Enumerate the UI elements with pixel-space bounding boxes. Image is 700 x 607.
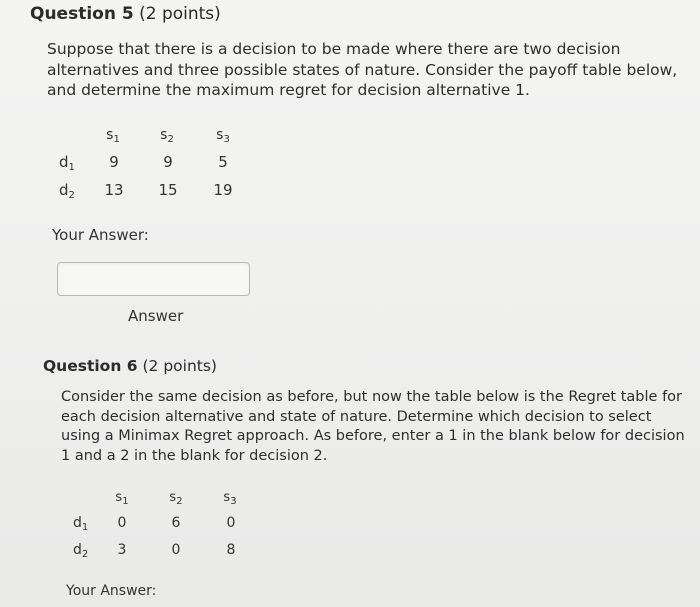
q6-col-header-s1: $s_1$ bbox=[115, 490, 129, 507]
q6-cell-d2-s1: 3 bbox=[117, 542, 127, 558]
question-6-header bbox=[43, 357, 217, 375]
q5-cell-d2-s2: 15 bbox=[158, 181, 178, 199]
q5-row-label-d2: $d_2$ bbox=[59, 181, 75, 201]
q5-col-header-s1: $s_1$ bbox=[106, 127, 120, 145]
q5-cell-d1-s2: 9 bbox=[163, 153, 173, 171]
q5-col-header-s2: $s_2$ bbox=[160, 127, 174, 145]
question-5-points: (2 points) bbox=[139, 4, 221, 24]
q6-row-label-d2: $d_2$ bbox=[73, 542, 89, 560]
q5-answer-input[interactable] bbox=[57, 262, 250, 296]
q6-cell-d2-s2: 0 bbox=[171, 542, 181, 558]
q5-row-label-d1: $d_1$ bbox=[59, 153, 75, 173]
q5-answer-caption: Answer bbox=[128, 307, 184, 325]
q6-cell-d1-s3: 0 bbox=[226, 515, 236, 531]
q6-col-header-s2: $s_2$ bbox=[169, 490, 183, 507]
q6-cell-d1-s1: 0 bbox=[117, 515, 127, 531]
q6-your-answer-label: Your Answer: bbox=[66, 583, 157, 599]
question-6-points: (2 points) bbox=[142, 357, 217, 375]
q6-row-label-d1: $d_1$ bbox=[73, 515, 89, 533]
question-5-prompt: Suppose that there is a decision to be made where there are two decision alternatives and three possible states of nature. Consider the payoff table below, and determine the maximum regret for decision alternative 1. bbox=[47, 40, 678, 99]
question-6-prompt: Consider the same decision as before, but now the table below is the Regret table for each decision alternative and state of nature. Determine which decision to select using a Minimax Regret approach. As before, enter a 1 in the blank below for decision 1 and a 2 in the blank for decision 2. bbox=[61, 389, 685, 464]
q5-col-header-s3: $s_3$ bbox=[216, 127, 230, 145]
q6-cell-d1-s2: 6 bbox=[171, 515, 181, 531]
question-6-number: Question 6 bbox=[43, 357, 138, 375]
q6-col-header-s3: $s_3$ bbox=[223, 490, 237, 507]
q5-cell-d2-s1: 13 bbox=[104, 181, 124, 199]
question-5-header bbox=[30, 4, 221, 24]
q5-cell-d1-s3: 5 bbox=[218, 153, 228, 171]
q6-cell-d2-s3: 8 bbox=[226, 542, 236, 558]
q5-cell-d2-s3: 19 bbox=[213, 181, 233, 199]
q5-your-answer-label: Your Answer: bbox=[52, 226, 149, 244]
question-5-number: Question 5 bbox=[30, 4, 134, 24]
q5-cell-d1-s1: 9 bbox=[109, 153, 119, 171]
